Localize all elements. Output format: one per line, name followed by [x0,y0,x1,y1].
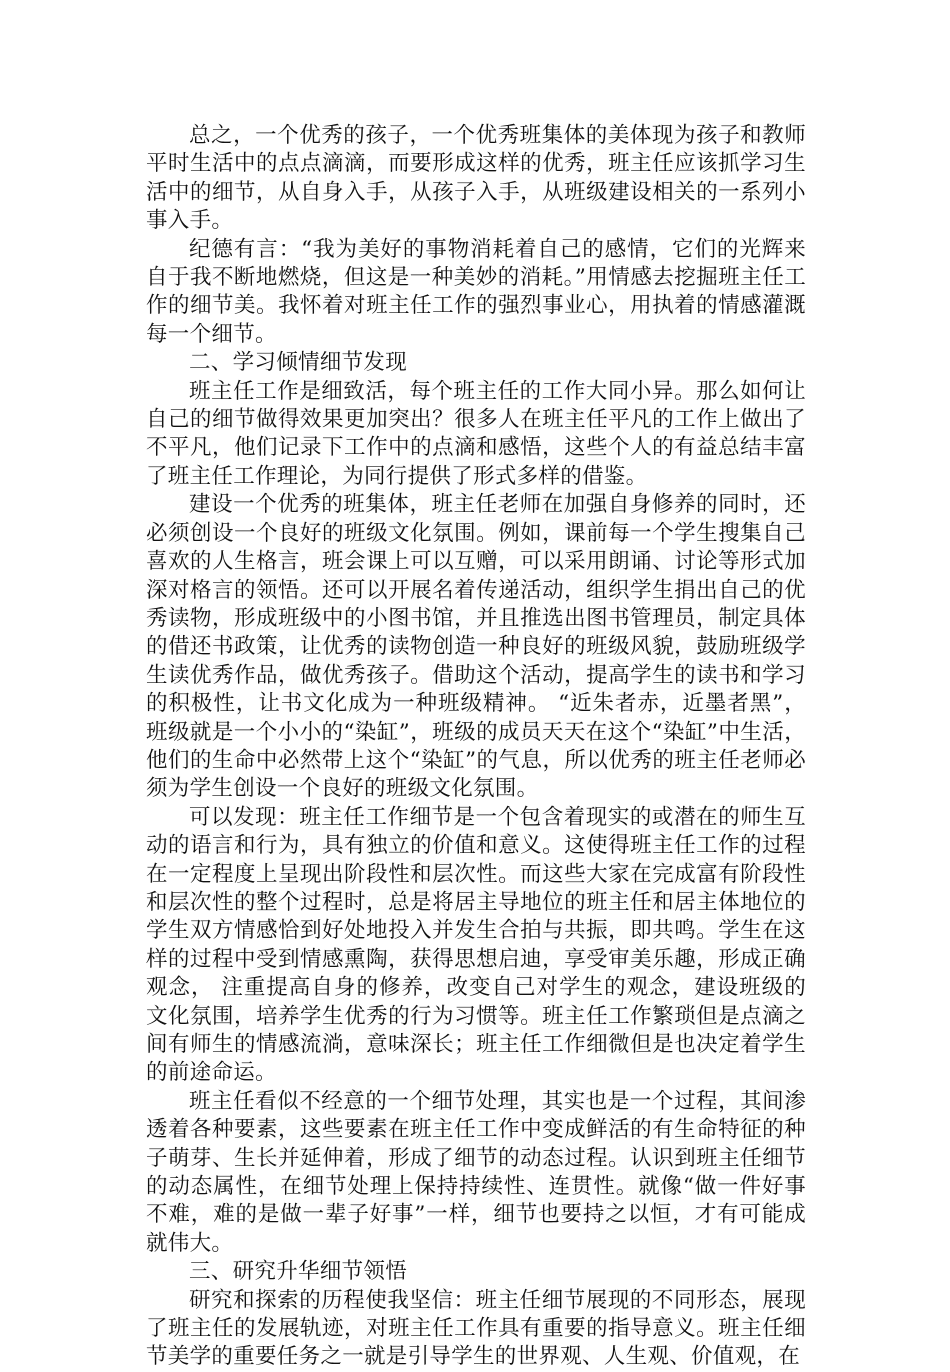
section-heading-3: 三、研究升华细节领悟 [189,1259,408,1285]
paragraph-gide-quote: 纪德有言：“我为美好的事物消耗着自己的感情，它们的光辉来自于我不断地燃烧，但这是一种美妙的消耗。”用情感去挖掘班主任工作的细节美。我怀着对班主任工作的强烈事业心，用执着的情感灌溉每一个细节。 [146,236,806,347]
paragraph-research: 研究和探索的历程使我坚信：班主任细节展现的不同形态，展现了班主任的发展轨迹，对班主任工作具有重要的指导意义。班主任细节美学的重要任务之一就是引导学生的世界观、人生观、价值观，在 [146,1287,806,1370]
section-heading-2: 二、学习倾情细节发现 [189,350,408,376]
document-body [146,122,806,1372]
paragraph-summary: 总之，一个优秀的孩子，一个优秀班集体的美体现为孩子和教师平时生活中的点点滴滴，而要形成这样的优秀，班主任应该抓学习生活中的细节，从自身入手，从孩子入手，从班级建设相关的一系列小事入手。 [146,123,806,234]
paragraph-findings: 可以发现：班主任工作细节是一个包含着现实的或潜在的师生互动的语言和行为，具有独立的价值和意义。这使得班主任工作的过程在一定程度上呈现出阶段性和层次性。而这些大家在完成富有阶段性和层次性的整个过程时，总是将居主导地位的班主任和居主体地位的学生双方情感恰到好处地投入并发生合拍与共振，即共鸣。学生在这样的过程中受到情感熏陶，获得思想启迪，享受审美乐趣，形成正确观念， 注重提高自身的修养，改变自己对学生的观念，建设班级的文化氛围，培养学生优秀的行为习惯等。班主任工作繁琐但是点滴之间有师生的情感流淌，意味深长；班主任工作细微但是也决定着学生的前途命运。 [146,804,806,1086]
paragraph-detail-work: 班主任工作是细致活，每个班主任的工作大同小异。那么如何让自己的细节做得效果更加突出？很多人在班主任平凡的工作上做出了不平凡，他们记录下工作中的点滴和感悟，这些个人的有益总结丰富了班主任工作理论，为同行提供了形式多样的借鉴。 [146,378,806,489]
paragraph-class-culture: 建设一个优秀的班集体，班主任老师在加强自身修养的同时，还必须创设一个良好的班级文化氛围。例如，课前每一个学生搜集自己喜欢的人生格言，班会课上可以互赠，可以采用朗诵、讨论等形式加深对格言的领悟。还可以开展名着传递活动，组织学生捐出自己的优秀读物，形成班级中的小图书馆，并且推选出图书管理员，制定具体的借还书政策，让优秀的读物创造一种良好的班级风貌，鼓励班级学生读优秀作品，做优秀孩子。借助这个活动，提高学生的读书和学习的积极性，让书文化成为一种班级精神。 “近朱者赤，近墨者黑”，班级就是一个小小的“染缸”，班级的成员天天在这个“染缸”中生活，他们的生命中必然带上这个“染缸”的气息，所以优秀的班主任老师必须为学生创设一个良好的班级文化氛围。 [146,492,806,802]
paragraph-detail-process: 班主任看似不经意的一个细节处理，其实也是一个过程，其间渗透着各种要素，这些要素在班主任工作中变成鲜活的有生命特征的种子萌芽、生长并延伸着，形成了细节的动态过程。认识到班主任细节的动态属性，在细节处理上保持持续性、连贯性。就像“做一件好事不难，难的是做一辈子好事”一样，细节也要持之以恒，才有可能成就伟大。 [146,1088,806,1256]
